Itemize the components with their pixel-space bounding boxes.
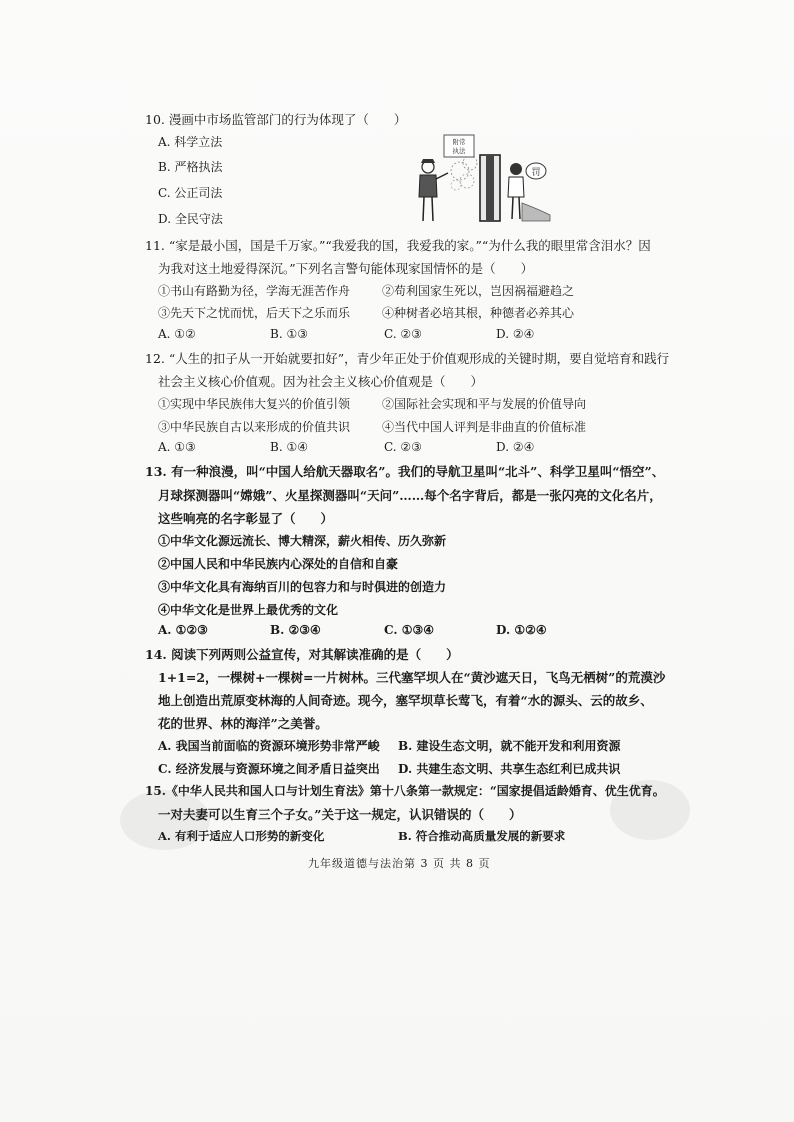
q13-stem-line2: 月球探测器叫“嫦娥”、火星探测器叫“天问”……每个名字背后，都是一张闪亮的文化名片， bbox=[158, 488, 662, 503]
q11-option-a: A. ①② bbox=[158, 327, 196, 341]
officer-figure bbox=[419, 159, 448, 221]
q13-option-d: D. ①②④ bbox=[496, 623, 547, 637]
q11-option-c: C. ②③ bbox=[384, 327, 422, 341]
q12-item-4: ④当代中国人评判是非曲直的价值标准 bbox=[382, 420, 587, 434]
q14-stem-line3: 地上创造出荒原变林海的人间奇迹。现今，塞罕坝草长莺飞，有着“水的源头、云的故乡、 bbox=[158, 693, 653, 708]
cartoon-sign bbox=[444, 135, 474, 157]
spray-cloud bbox=[451, 156, 477, 190]
q13-item-4: ④中华文化是世界上最优秀的文化 bbox=[158, 603, 339, 617]
q15-option-b: B. 符合推动高质量发展的新要求 bbox=[398, 829, 566, 843]
q13-item-1: ①中华文化源远流长、博大精深，薪火相传、历久弥新 bbox=[158, 534, 447, 548]
q10-cartoon-illustration bbox=[412, 133, 552, 225]
q13-item-3: ③中华文化具有海纳百川的包容力和与时俱进的创造力 bbox=[158, 580, 447, 594]
q12-stem-line1: 12. “人生的扣子从一开始就要扣好”，青少年正处于价值观形成的关键时期，要自觉培育和践行 bbox=[145, 351, 670, 366]
q14-stem-line2: 1+1=2，一棵树+一棵树=一片树林。三代塞罕坝人在“黄沙遮天日，飞鸟无栖树”的荒漠沙 bbox=[158, 670, 666, 685]
q11-item-1: ①书山有路勤为径，学海无涯苦作舟 bbox=[158, 284, 351, 298]
q11-item-4: ④种树者必培其根，种德者必养其心 bbox=[382, 306, 575, 320]
q10-option-a: A. 科学立法 bbox=[158, 135, 223, 149]
door-frame bbox=[480, 155, 500, 221]
q11-item-2: ②苟利国家生死以，岂因祸福避趋之 bbox=[382, 284, 575, 298]
q12-stem-line2: 社会主义核心价值观。因为社会主义核心价值观是（ ） bbox=[158, 374, 484, 389]
q15-stem-line2: 一对夫妻可以生育三个子女。”关于这一规定，认识错误的（ ） bbox=[158, 807, 522, 822]
q14-option-b: B. 建设生态文明，就不能开发和利用资源 bbox=[398, 739, 621, 753]
q13-option-c: C. ①③④ bbox=[384, 623, 434, 637]
q12-option-d: D. ②④ bbox=[496, 440, 535, 454]
q11-item-3: ③先天下之忧而忧，后天下之乐而乐 bbox=[158, 306, 351, 320]
q15-stem-line1: 15.《中华人民共和国人口与计划生育法》第十八条第一款规定：“国家提倡适龄婚育、优生优育。 bbox=[145, 784, 665, 798]
q13-stem-line3: 这些响亮的名字彰显了（ ） bbox=[158, 511, 334, 526]
penalty-badge-icon bbox=[526, 163, 546, 179]
q12-item-3: ③中华民族自古以来形成的价值共识 bbox=[158, 420, 351, 434]
svg-text:附常: 附常 bbox=[452, 138, 466, 146]
page-footer: 九年级道德与法治第 3 页 共 8 页 bbox=[308, 857, 491, 870]
q11-stem-line2: 为我对这土地爱得深沉。”下列名言警句能体现家国情怀的是（ ） bbox=[158, 261, 534, 276]
svg-text:执法: 执法 bbox=[452, 147, 466, 155]
q14-stem-line1: 14. 阅读下列两则公益宣传，对其解读准确的是（ ） bbox=[145, 647, 459, 662]
q10-option-b: B. 严格执法 bbox=[158, 160, 223, 174]
q13-option-a: A. ①②③ bbox=[158, 623, 208, 637]
q11-stem-line1: 11. “家是最小国，国是千万家。”“我爱我的国，我爱我的家。”“为什么我的眼里常含泪水？因 bbox=[145, 238, 651, 253]
q10-stem: 10. 漫画中市场监管部门的行为体现了（ ） bbox=[145, 112, 407, 127]
q10-option-d: D. 全民守法 bbox=[158, 212, 223, 226]
q14-stem-line4: 花的世界、林的海洋”之美誉。 bbox=[158, 716, 328, 731]
q12-item-1: ①实现中华民族伟大复兴的价值引领 bbox=[158, 397, 351, 411]
q14-option-c: C. 经济发展与资源环境之间矛盾日益突出 bbox=[158, 762, 380, 776]
q10-option-c: C. 公正司法 bbox=[158, 186, 223, 200]
q14-option-d: D. 共建生态文明、共享生态红利已成共识 bbox=[398, 762, 621, 776]
q13-stem-line1: 13. 有一种浪漫，叫“中国人给航天器取名”。我们的导航卫星叫“北斗”、科学卫星叫“悟空”、 bbox=[145, 464, 665, 479]
q13-item-2: ②中国人民和中华民族内心深处的自信和自豪 bbox=[158, 557, 399, 571]
q11-option-d: D. ②④ bbox=[496, 327, 535, 341]
q11-option-b: B. ①③ bbox=[270, 327, 308, 341]
q15-option-a: A. 有利于适应人口形势的新变化 bbox=[158, 829, 325, 843]
q14-option-a: A. 我国当前面临的资源环境形势非常严峻 bbox=[158, 739, 380, 753]
q12-option-c: C. ②③ bbox=[384, 440, 422, 454]
q12-item-2: ②国际社会实现和平与发展的价值导向 bbox=[382, 397, 587, 411]
q13-option-b: B. ②③④ bbox=[270, 623, 321, 637]
q12-option-b: B. ①④ bbox=[270, 440, 308, 454]
q12-option-a: A. ①③ bbox=[158, 440, 196, 454]
svg-text:罚: 罚 bbox=[531, 168, 541, 178]
